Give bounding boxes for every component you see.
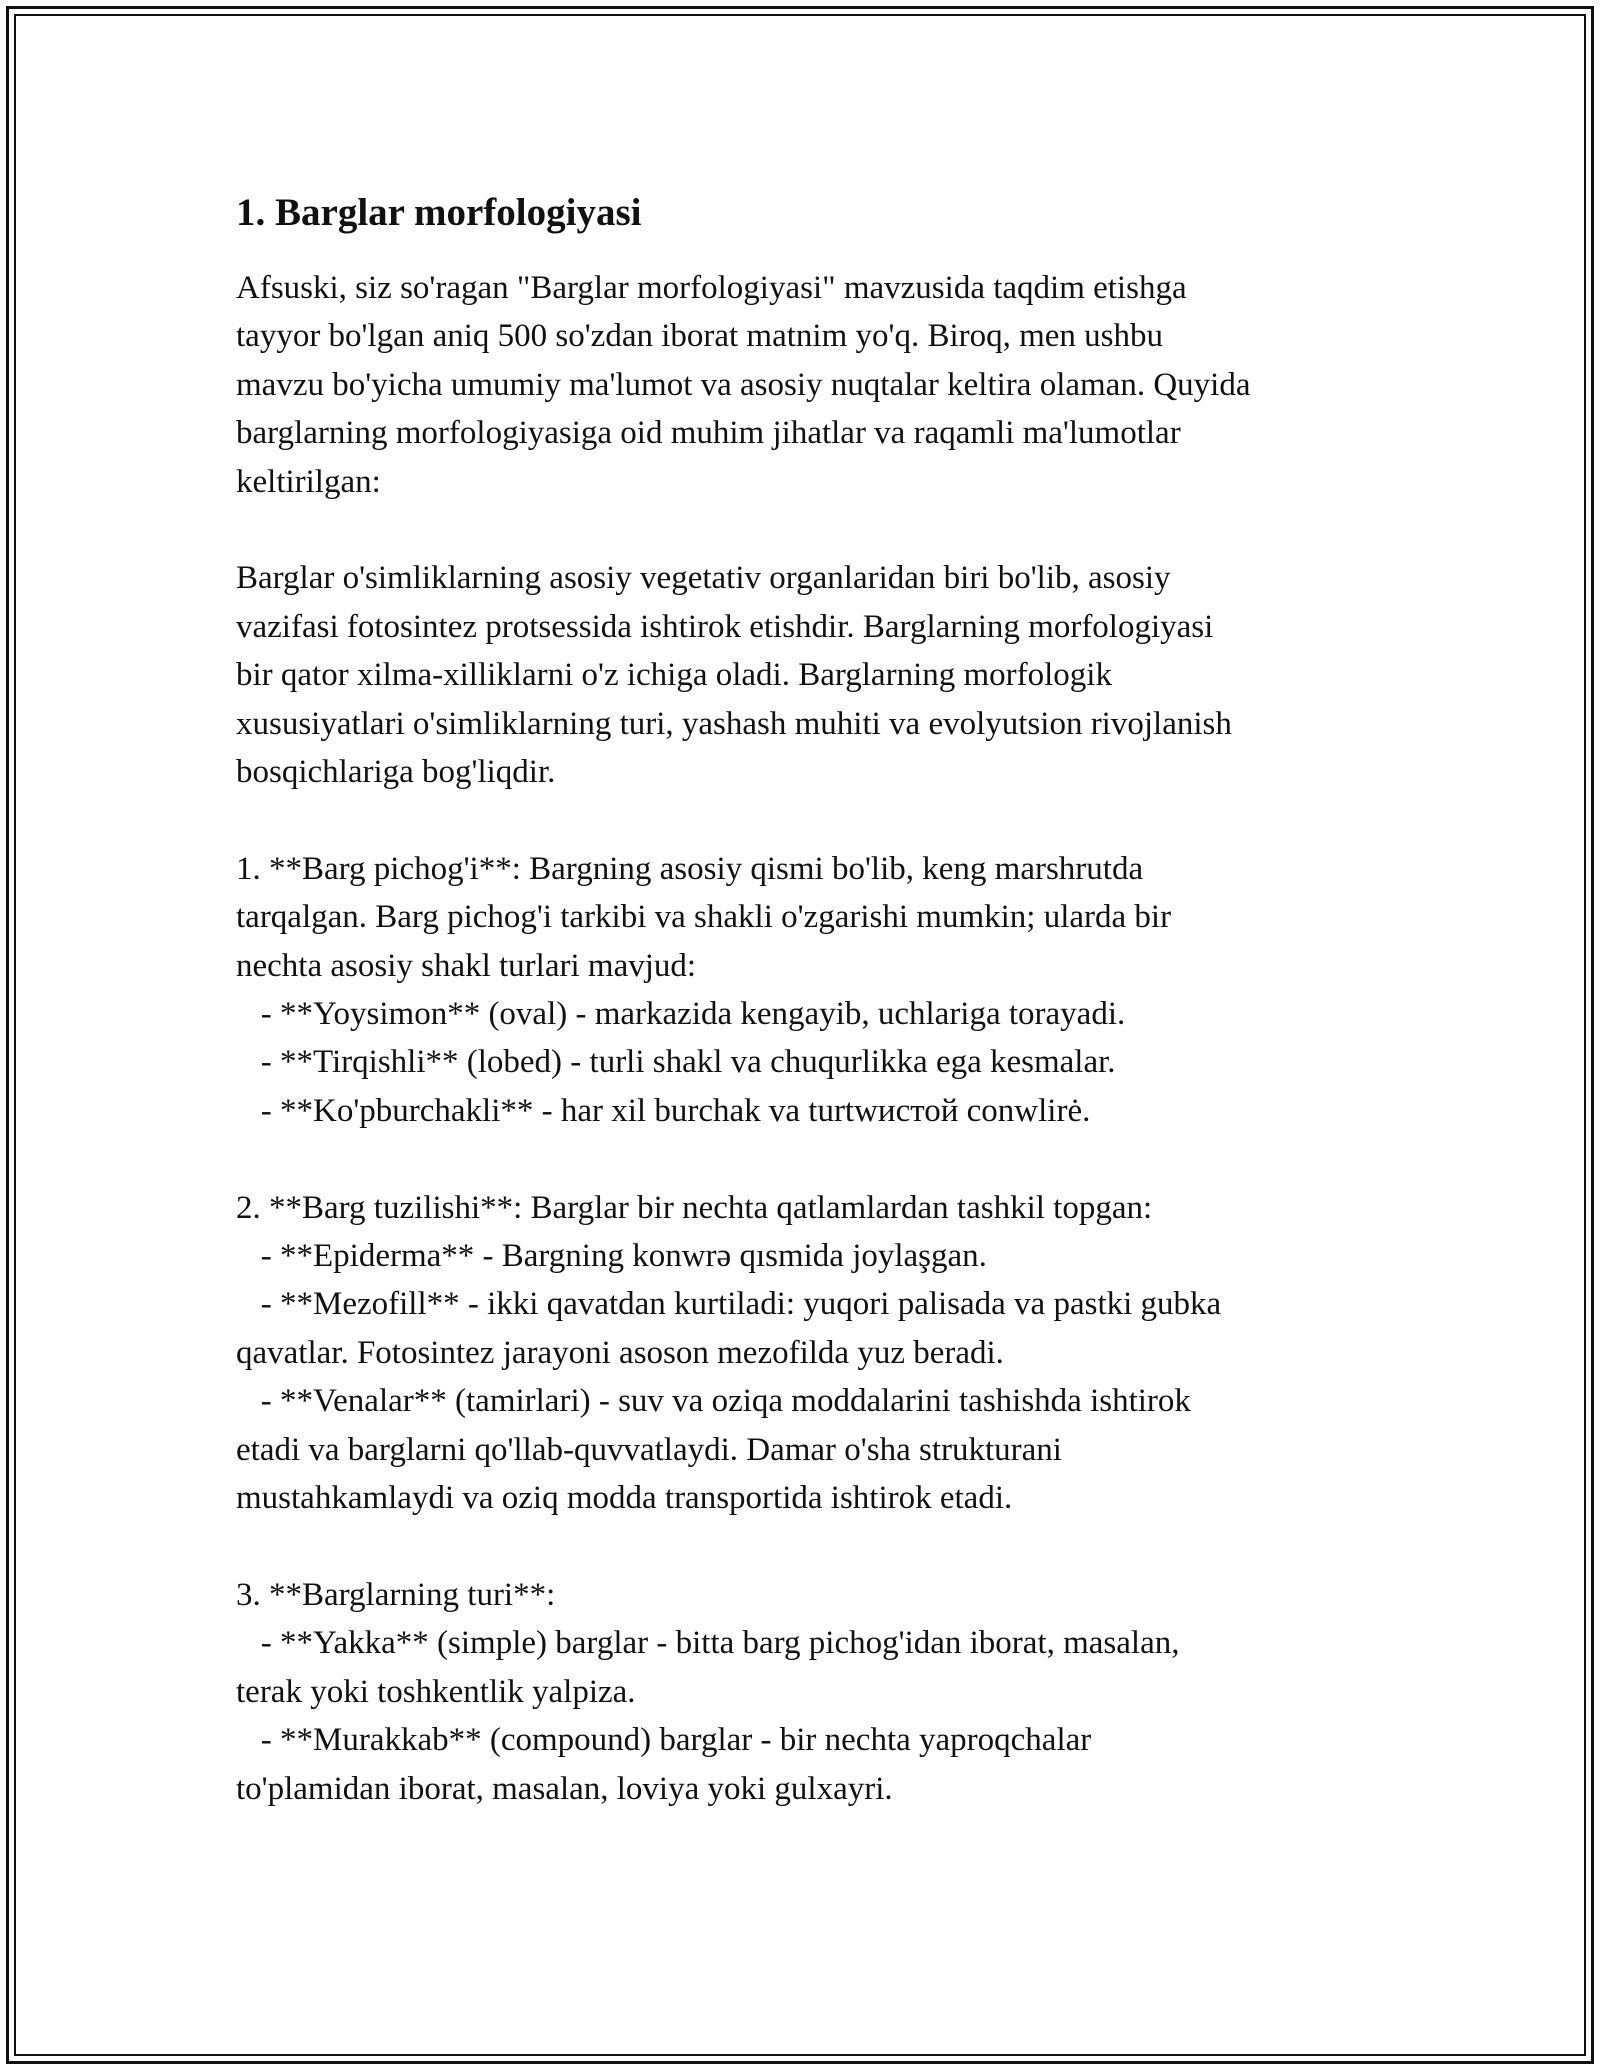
list-item-leaf-types: 3. **Barglarning turi**: - **Yakka** (simple) barglar - bitta barg pichog'idan iborat, masalan, terak yoki toshkentlik yalpiza. - **Murakkab** (compound) barglar - bir nechta yaproqchalar to'plamidan iborat, masalan, loviya yoki gulxayri.	[236, 1576, 1180, 1807]
paragraph-gap	[236, 1135, 1376, 1183]
list-item-leaf-structure: 2. **Barg tuzilishi**: Barglar bir nechta qatlamlardan tashkil topgan: - **Epiderma** - Bargning konwrə qısmida joylaşgan. - **Mezofill** - ikki qavatdan kurtiladi: yuqori palisada va pastki gubka qavatlar. Fotosintez jarayoni asoson mezofilda yuz beradi. - **Venalar** (tamirlari) - suv va oziqa moddalarini tashishda ishtirok etadi va barglarni qo'llab-quvvatlaydi. Damar o'sha strukturani mustahkamlaydi va oziq modda transportida ishtirok etadi.	[236, 1189, 1222, 1517]
overview-paragraph: Barglar o'simliklarning asosiy vegetativ organlaridan biri bo'lib, asosiy vazifasi fotosintez protsessida ishtirok etishdir. Barglarning morfologiyasi bir qator xilma-xilliklarni o'z ichiga oladi. Barglarning morfologik xususiyatlari o'simliklarning turi, yashash muhiti va evolyutsion rivojlanish bosqichlariga bog'liqdir.	[236, 560, 1232, 791]
intro-paragraph: Afsuski, siz so'ragan "Barglar morfologiyasi" mavzusida taqdim etishga tayyor bo'lgan aniq 500 so'zdan iborat matnim yo'q. Biroq, men ushbu mavzu bo'yicha umumiy ma'lumot va asosiy nuqtalar keltira olaman. Quyida barglarning morfologiyasiga oid muhim jihatlar va raqamli ma'lumotlar keltirilgan:	[236, 270, 1251, 500]
paragraph-gap	[236, 1523, 1376, 1571]
paragraph-gap	[236, 796, 1376, 844]
document-body	[236, 190, 1376, 1813]
list-item-leaf-blade: 1. **Barg pichog'i**: Bargning asosiy qismi bo'lib, keng marshrutda tarqalgan. Barg pichog'i tarkibi va shakli o'zgarishi mumkin; ularda bir nechta asosiy shakl turlari mavjud: - **Yoysimon** (oval) - markazida kengayib, uchlariga torayadi. - **Tirqishli** (lobed) - turli shakl va chuqurlikka ega kesmalar. - **Ko'pburchakli** - har xil burchak va turtwистой conwlirė.	[236, 850, 1172, 1129]
paragraph-gap	[236, 506, 1376, 554]
section-heading: 1. Barglar morfologiyasi	[236, 191, 642, 234]
